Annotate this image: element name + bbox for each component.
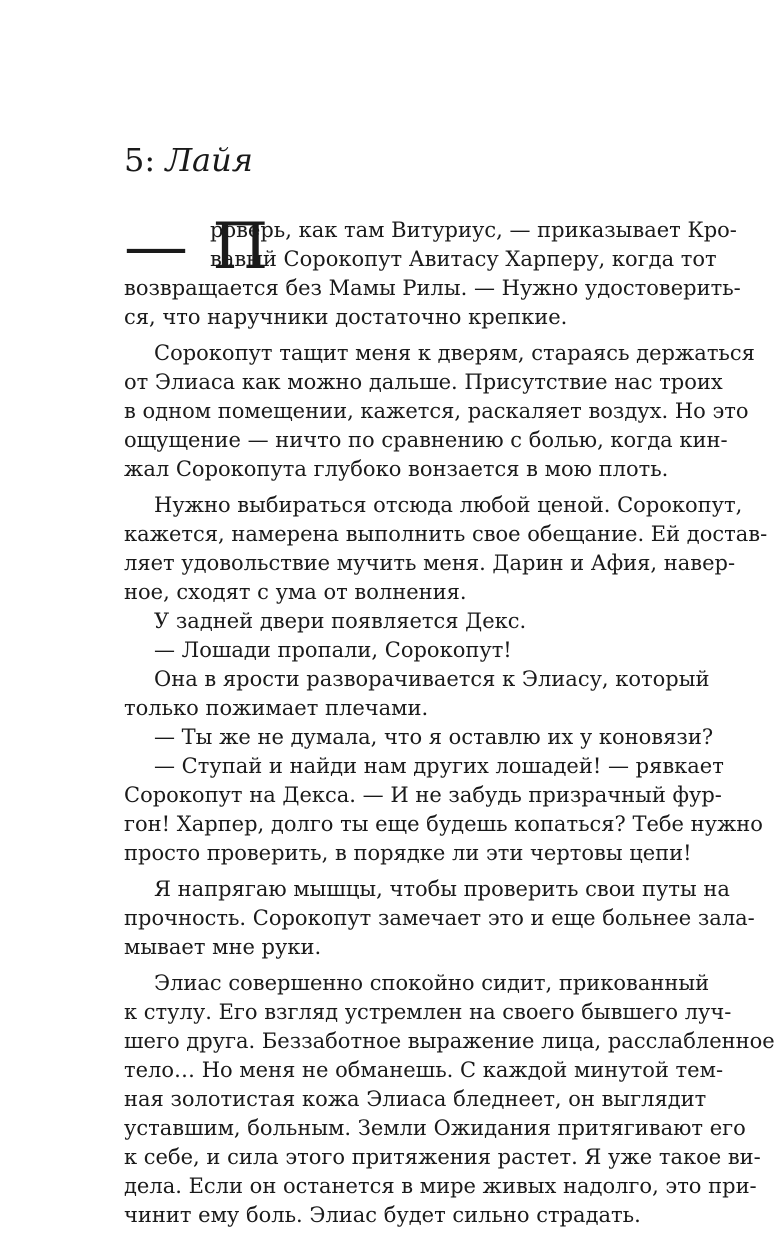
- text-line: прочность. Сорокопут замечает это и еще больнее зала-: [124, 906, 755, 930]
- paragraph-gap: [124, 484, 660, 491]
- text-line: шего друга. Беззаботное выражение лица, расслабленное: [124, 1029, 775, 1053]
- text-line: ляет удовольствие мучить меня. Дарин и Афия, навер-: [124, 551, 736, 575]
- text-line: к себе, и сила этого притяжения растет. Я уже такое ви-: [124, 1145, 761, 1169]
- text-line: уставшим, больным. Земли Ожидания притягивают его: [124, 1116, 746, 1140]
- text-line: мывает мне руки.: [124, 935, 322, 959]
- text-line: тело… Но меня не обманешь. С каждой минутой тем-: [124, 1058, 724, 1082]
- text-line: чинит ему боль. Элиас будет сильно страдать.: [124, 1203, 641, 1227]
- text-line: к стулу. Его взгляд устремлен на своего бывшего луч-: [124, 1000, 732, 1024]
- text-line: — Лошади пропали, Сорокопут!: [154, 638, 512, 662]
- text-line: — Ты же не думала, что я оставлю их у коновязи?: [154, 725, 714, 749]
- chapter-text: [124, 210, 775, 1230]
- paragraph-gap: [124, 332, 660, 339]
- paragraph-gap: [124, 868, 660, 875]
- text-line: кажется, намерена выполнить свое обещание. Ей достав-: [124, 522, 768, 546]
- chapter-title: [124, 140, 253, 180]
- text-line: ная золотистая кожа Элиаса бледнеет, он выглядит: [124, 1087, 707, 1111]
- text-line: просто проверить, в порядке ли эти чертовы цепи!: [124, 841, 692, 865]
- text-line: У задней двери появляется Декс.: [154, 609, 527, 633]
- text-line: — Ступай и найди нам других лошадей! — рявкает: [154, 754, 724, 778]
- text-line: в одном помещении, кажется, раскаляет воздух. Но это: [124, 399, 749, 423]
- chapter-name: Лайя: [165, 141, 253, 179]
- text-line: ощущение — ничто по сравнению с болью, когда кин-: [124, 428, 728, 452]
- text-line: Нужно выбираться отсюда любой ценой. Сорокопут,: [154, 493, 743, 517]
- text-line: от Элиаса как можно дальше. Присутствие нас троих: [124, 370, 723, 394]
- text-line: Сорокопут на Декса. — И не забудь призрачный фур-: [124, 783, 722, 807]
- text-line: возвращается без Мамы Рилы. — Нужно удостоверить-: [124, 276, 741, 300]
- text-line: дела. Если он останется в мире живых надолго, это при-: [124, 1174, 757, 1198]
- text-line: гон! Харпер, долго ты еще будешь копаться? Тебе нужно: [124, 812, 763, 836]
- text-line: ное, сходят с ума от волнения.: [124, 580, 467, 604]
- chapter-number: 5:: [124, 141, 156, 179]
- text-line: Она в ярости разворачивается к Элиасу, который: [154, 667, 710, 691]
- text-line: Я напрягаю мышцы, чтобы проверить свои путы на: [154, 877, 730, 901]
- drop-cap: — П: [124, 210, 271, 284]
- text-line: Элиас совершенно спокойно сидит, прикованный: [154, 971, 710, 995]
- text-line: жал Сорокопута глубоко вонзается в мою плоть.: [124, 457, 669, 481]
- text-line: ся, что наручники достаточно крепкие.: [124, 305, 568, 329]
- text-line: только пожимает плечами.: [124, 696, 429, 720]
- text-line: роверь, как там Витуриус, — приказывает Кро-: [210, 218, 737, 242]
- text-line: вавый Сорокопут Авитасу Харперу, когда тот: [210, 247, 717, 271]
- text-line: Сорокопут тащит меня к дверям, стараясь держаться: [154, 341, 755, 365]
- paragraph-gap: [124, 962, 660, 969]
